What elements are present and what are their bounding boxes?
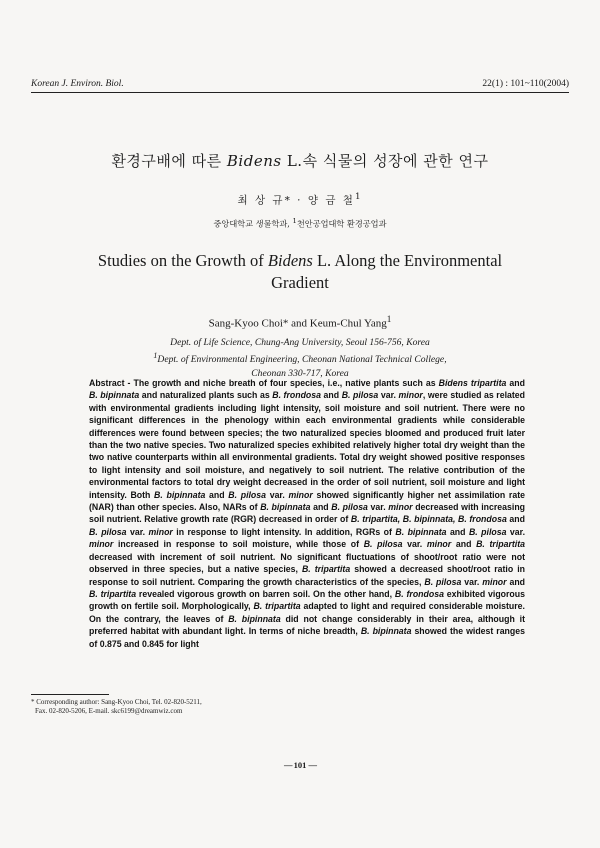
- footnote: [31, 698, 569, 717]
- korean-affiliation: [0, 217, 600, 230]
- english-title-part: L. Along the Environmental Gradient: [271, 251, 503, 292]
- running-header: [31, 79, 569, 89]
- footnote-line-2: Fax. 02-820-5206, E-mail. skc6199@dreamwiz.com: [35, 707, 183, 716]
- english-affiliations: [0, 336, 600, 380]
- korean-title: [0, 150, 600, 171]
- journal-name: Korean J. Environ. Biol.: [31, 79, 124, 89]
- abstract: [89, 377, 525, 650]
- english-title: [80, 250, 520, 294]
- affiliation-1: Dept. of Life Science, Chung-Ang University, Seoul 156-756, Korea: [170, 337, 430, 348]
- english-author-sup: 1: [386, 314, 392, 324]
- korean-title-genus: Bidens: [226, 152, 282, 170]
- korean-author-sup: 1: [354, 192, 363, 202]
- english-authors: [0, 314, 600, 330]
- affiliation-2-sup: 1: [153, 351, 158, 361]
- affiliation-2-text: Dept. of Environmental Engineering, Cheonan National Technical College,: [157, 354, 447, 366]
- abstract-text: Abstract - The growth and niche breath of four species, i.e., native plants such as Bidens tripartita and B. bipinnata and naturalized plants such as B. frondosa and B. pilosa var. minor, were studied as related with environmental gradients including light intensity, soil moisture and soil nutrient. There were no significant differences in the phenology within each environmental gradients while considerable differences were found between species; the two naturalized species bloomed and produced fruit later than the two native species. Two naturalized species exhibited relatively higher total dry weight than the two native counterparts within all environmental gradients. Total dry weight showed positive responses to light intensity and soil moisture, and negatively to soil nutrient. The relative contribution of the environmental factors to total dry weight decreased in the order of soil nutrient, soil moisture and light intensity. Both B. bipinnata and B. pilosa var. minor showed significantly higher net assimilation rate (NAR) than other species. Also, NARs of B. bipinnata and B. pilosa var. minor decreased with increasing soil nutrient. Relative growth rate (RGR) decreased in order of B. tripartita, B. bipinnata, B. frondosa and B. pilosa var. minor in response to light intensity. In addition, RGRs of B. bipinnata and B. pilosa var. minor increased in response to soil moisture, while those of B. pilosa var. minor and B. tripartita decreased with increment of soil nutrient. No significant fluctuations of shoot/root ratio were not observed in three species, but a native species, B. tripartita showed a decreased shoot/root ratio in response to soil nutrient. Comparing the growth characteristics of the species, B. pilosa var. minor and B. tripartita revealed vigorous growth on barren soil. On the other hand, B. frondosa exhibited vigorous growth on fertile soil. Morphologically, B. tripartita adapted to light and required considerable moisture. On the contrary, the leaves of B. bipinnata did not change considerably in their area, although it preferred habitat with abundant light. In terms of niche breadth, B. bipinnata showed the widest ranges of 0.875 and 0.845 for light: [89, 378, 526, 649]
- page-number: — 101 —: [284, 760, 316, 770]
- page-number-value: 101: [293, 760, 307, 770]
- korean-affiliation-sup: 1: [292, 217, 297, 225]
- korean-affiliation-part: 천안공업대학 환경공업과: [296, 218, 387, 229]
- footnote-rule: [31, 694, 109, 695]
- korean-title-part: 환경구배에 따른: [111, 152, 227, 170]
- english-title-genus: Bidens: [267, 251, 313, 270]
- korean-author-names: 최 상 규* · 양 금 철: [237, 194, 355, 207]
- header-rule: [31, 92, 569, 93]
- korean-affiliation-part: 중앙대학교 생물학과,: [213, 218, 293, 229]
- footnote-line-1: * Corresponding author: Sang-Kyoo Choi, Tel. 02-820-5211,: [31, 698, 202, 706]
- english-author-names: Sang-Kyoo Choi* and Keum-Chul Yang: [208, 317, 387, 330]
- korean-authors: [0, 192, 600, 208]
- affiliation-3: Cheonan 330-717, Korea: [251, 368, 349, 379]
- volume-pages: 22(1) : 101~110(2004): [482, 79, 569, 89]
- affiliation-2: [0, 349, 600, 367]
- english-title-part: Studies on the Growth of: [97, 251, 268, 270]
- korean-title-part: L.속 식물의 성장에 관한 연구: [281, 152, 489, 170]
